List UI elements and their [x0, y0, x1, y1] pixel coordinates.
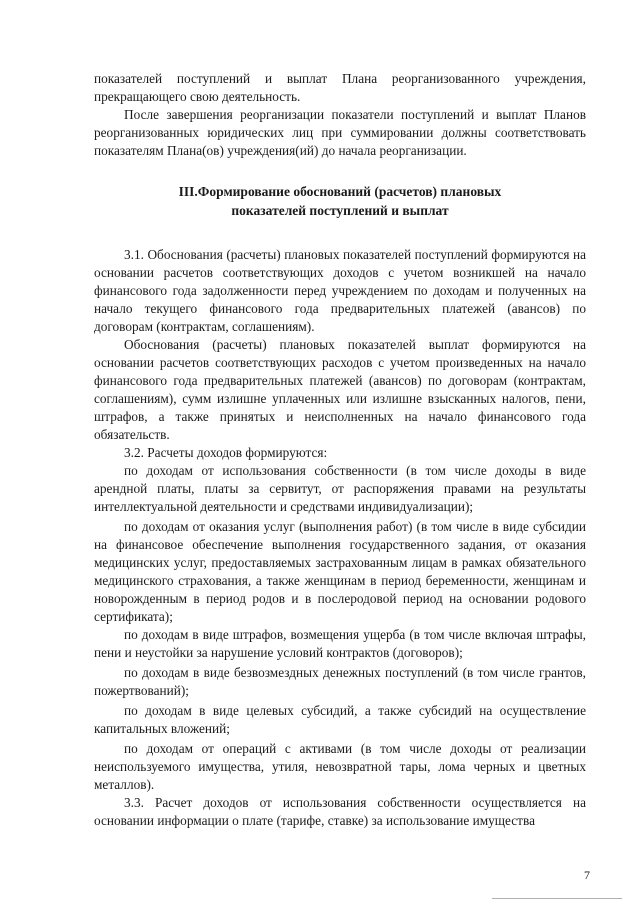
list-item-property-income: по доходам от использования собственности (в том числе доходы в виде арендной платы, платы за сервитут, от распоряжения правами на результаты интеллектуальной деятельности и средствами индивидуализации);	[94, 463, 586, 514]
page-number: 7	[584, 868, 590, 882]
paragraph-3-2: 3.2. Расчеты доходов формируются:	[124, 445, 328, 460]
section-heading-line-1: III.Формирование обоснований (расчетов) плановых	[178, 184, 502, 199]
section-heading	[94, 182, 586, 220]
paragraph-payments-justification: Обоснования (расчеты) плановых показателей выплат формируются на основании расчетов соответствующих расходов с учетом произведенных на начало финансового года предварительных платежей (авансов) по договорам (контрактам, соглашениям), сумм излишне уплаченных или излишне взысканных налогов, пени, штрафов, а также принятых и неисполненных на начало финансового года обязательств.	[94, 337, 586, 442]
paragraph-3-1: 3.1. Обоснования (расчеты) плановых показателей поступлений формируются на основании расчетов соответствующих доходов с учетом возникшей на начало финансового года задолженности перед учреждением по доходам и полученных на начало текущего финансового года предварительных платежей (авансов) по договорам (контрактам, соглашениям).	[94, 247, 586, 334]
continuation-paragraph: показателей поступлений и выплат Плана реорганизованного учреждения, прекращающего свою деятельность.	[94, 71, 586, 104]
paragraph-reorganization: После завершения реорганизации показатели поступлений и выплат Планов реорганизованных юридических лиц при суммировании должны соответствовать показателям Плана(ов) учреждения(ий) до начала реорганизации.	[94, 107, 586, 158]
page-content	[94, 70, 586, 830]
footer-rule	[492, 898, 622, 899]
paragraph-3-3: 3.3. Расчет доходов от использования собственности осуществляется на основании информации о плате (тарифе, ставке) за использование имущества	[94, 795, 586, 828]
list-item-fines-income: по доходам в виде штрафов, возмещения ущерба (в том числе включая штрафы, пени и неустойки за нарушение условий контрактов (договоров);	[94, 627, 586, 660]
list-item-assets-income: по доходам от операций с активами (в том числе доходы от реализации неиспользуемого имущества, утиля, невозвратной тары, лома черных и цветных металлов).	[94, 741, 586, 792]
list-item-services-income: по доходам от оказания услуг (выполнения работ) (в том числе в виде субсидии на финансовое обеспечение выполнения государственного задания, от оказания медицинских услуг, предоставляемых застрахованным лицам в рамках обязательного медицинского страхования, а также женщинам в период беременности, женщинам и новорожденным в период родов и в послеродовой период на основании родового сертификата);	[94, 519, 586, 624]
list-item-subsidies-income: по доходам в виде целевых субсидий, а также субсидий на осуществление капитальных вложений;	[94, 703, 586, 736]
list-item-grants-income: по доходам в виде безвозмездных денежных поступлений (в том числе грантов, пожертвований);	[94, 665, 586, 698]
section-heading-line-2: показателей поступлений и выплат	[231, 203, 449, 218]
